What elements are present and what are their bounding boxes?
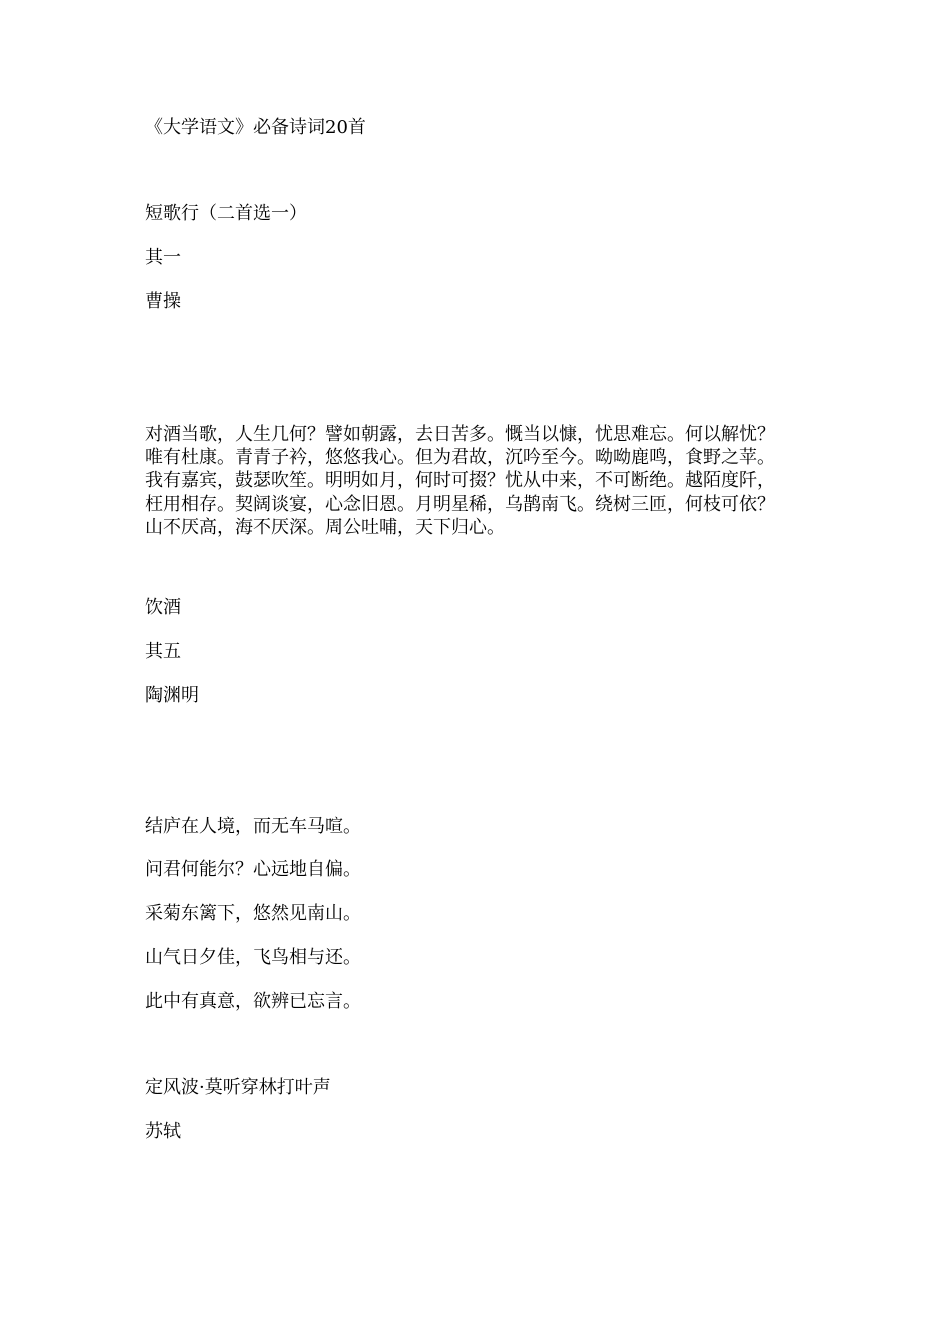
poem-line: 枉用相存。契阔谈宴，心念旧恩。月明星稀，乌鹊南飞。绕树三匝，何枝可依？ (145, 493, 775, 515)
poem-author: 苏轼 (145, 1121, 181, 1142)
poem-body-paragraph (145, 423, 807, 539)
poem-title-dingfengbo: 定风波·莫听穿林打叶声 (145, 1077, 331, 1098)
document-title: 《大学语文》必备诗词20首 (145, 117, 366, 138)
poem-title-duange-xing: 短歌行（二首选一） (145, 203, 307, 224)
poem-line: 采菊东篱下，悠然见南山。 (145, 903, 361, 924)
poem-line: 山气日夕佳，飞鸟相与还。 (145, 947, 361, 968)
poem-author: 曹操 (145, 291, 181, 312)
poem-author: 陶渊明 (145, 685, 199, 706)
poem-section-label: 其一 (145, 247, 181, 268)
poem-section-label: 其五 (145, 641, 181, 662)
poem-line: 唯有杜康。青青子衿，悠悠我心。但为君故，沉吟至今。呦呦鹿鸣，食野之苹。 (145, 447, 775, 469)
poem-line: 我有嘉宾，鼓瑟吹笙。明明如月，何时可掇？忧从中来，不可断绝。越陌度阡， (145, 470, 775, 492)
poem-line: 此中有真意，欲辨已忘言。 (145, 991, 361, 1012)
poem-title-yinjiu: 饮酒 (145, 597, 181, 618)
poem-line: 山不厌高，海不厌深。周公吐哺，天下归心。 (145, 516, 505, 538)
poem-line: 问君何能尔？心远地自偏。 (145, 859, 361, 880)
poem-line: 对酒当歌，人生几何？譬如朝露，去日苦多。慨当以慷，忧思难忘。何以解忧？ (145, 424, 775, 445)
poem-line: 结庐在人境，而无车马喧。 (145, 816, 361, 837)
